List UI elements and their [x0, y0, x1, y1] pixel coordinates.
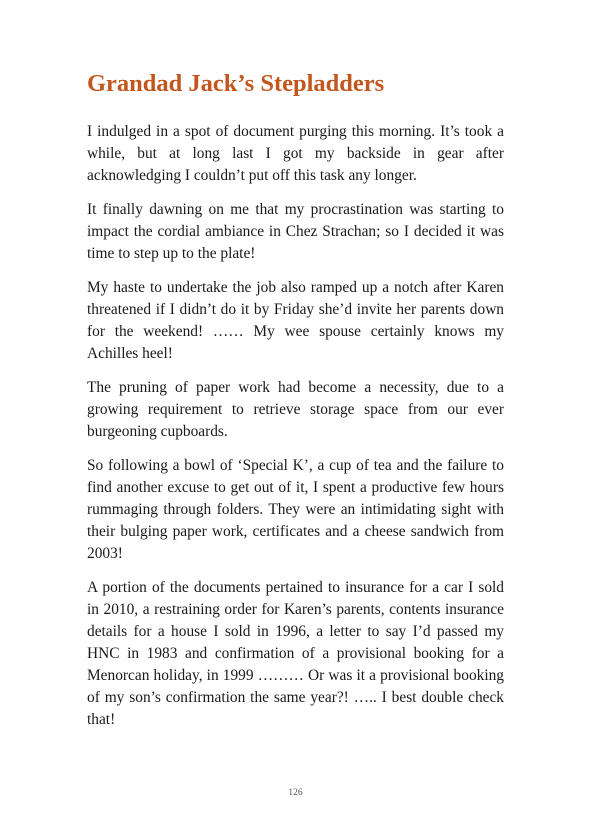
chapter-title: Grandad Jack’s Stepladders — [87, 70, 385, 97]
paragraph-5: So following a bowl of ‘Special K’, a cup of tea and the failure to find another excuse to get out of it, I spent a productive few hours rummaging through folders. They were an intimidating sight with their bulging paper work, certificates and a cheese sandwich from 2003! — [87, 457, 504, 562]
paragraph-1: I indulged in a spot of document purging this morning. It’s took a while, but at long last I got my backside in gear after acknowledging I couldn’t put off this task any longer. — [87, 123, 504, 184]
chapter-body — [87, 121, 504, 743]
page-number: 126 — [288, 788, 303, 798]
paragraph-3: My haste to undertake the job also ramped up a notch after Karen threatened if I didn’t do it by Friday she’d invite her parents down for the weekend! …… My wee spouse certainly knows my Achilles heel! — [87, 279, 504, 362]
paragraph-2: It finally dawning on me that my procrastination was starting to impact the cordial ambiance in Chez Strachan; so I decided it was time to step up to the plate! — [87, 201, 504, 262]
paragraph-4: The pruning of paper work had become a necessity, due to a growing requirement to retrieve storage space from our ever burgeoning cupboards. — [87, 379, 504, 440]
paragraph-6: A portion of the documents pertained to insurance for a car I sold in 2010, a restraining order for Karen’s parents, contents insurance details for a house I sold in 1996, a letter to say I’d passed my HNC in 1983 and confirmation of a provisional booking for a Menorcan holiday, in 1999 ……… Or was it a provisional booking of my son’s confirmation the same year?! ….. I best double check that! — [87, 579, 504, 728]
